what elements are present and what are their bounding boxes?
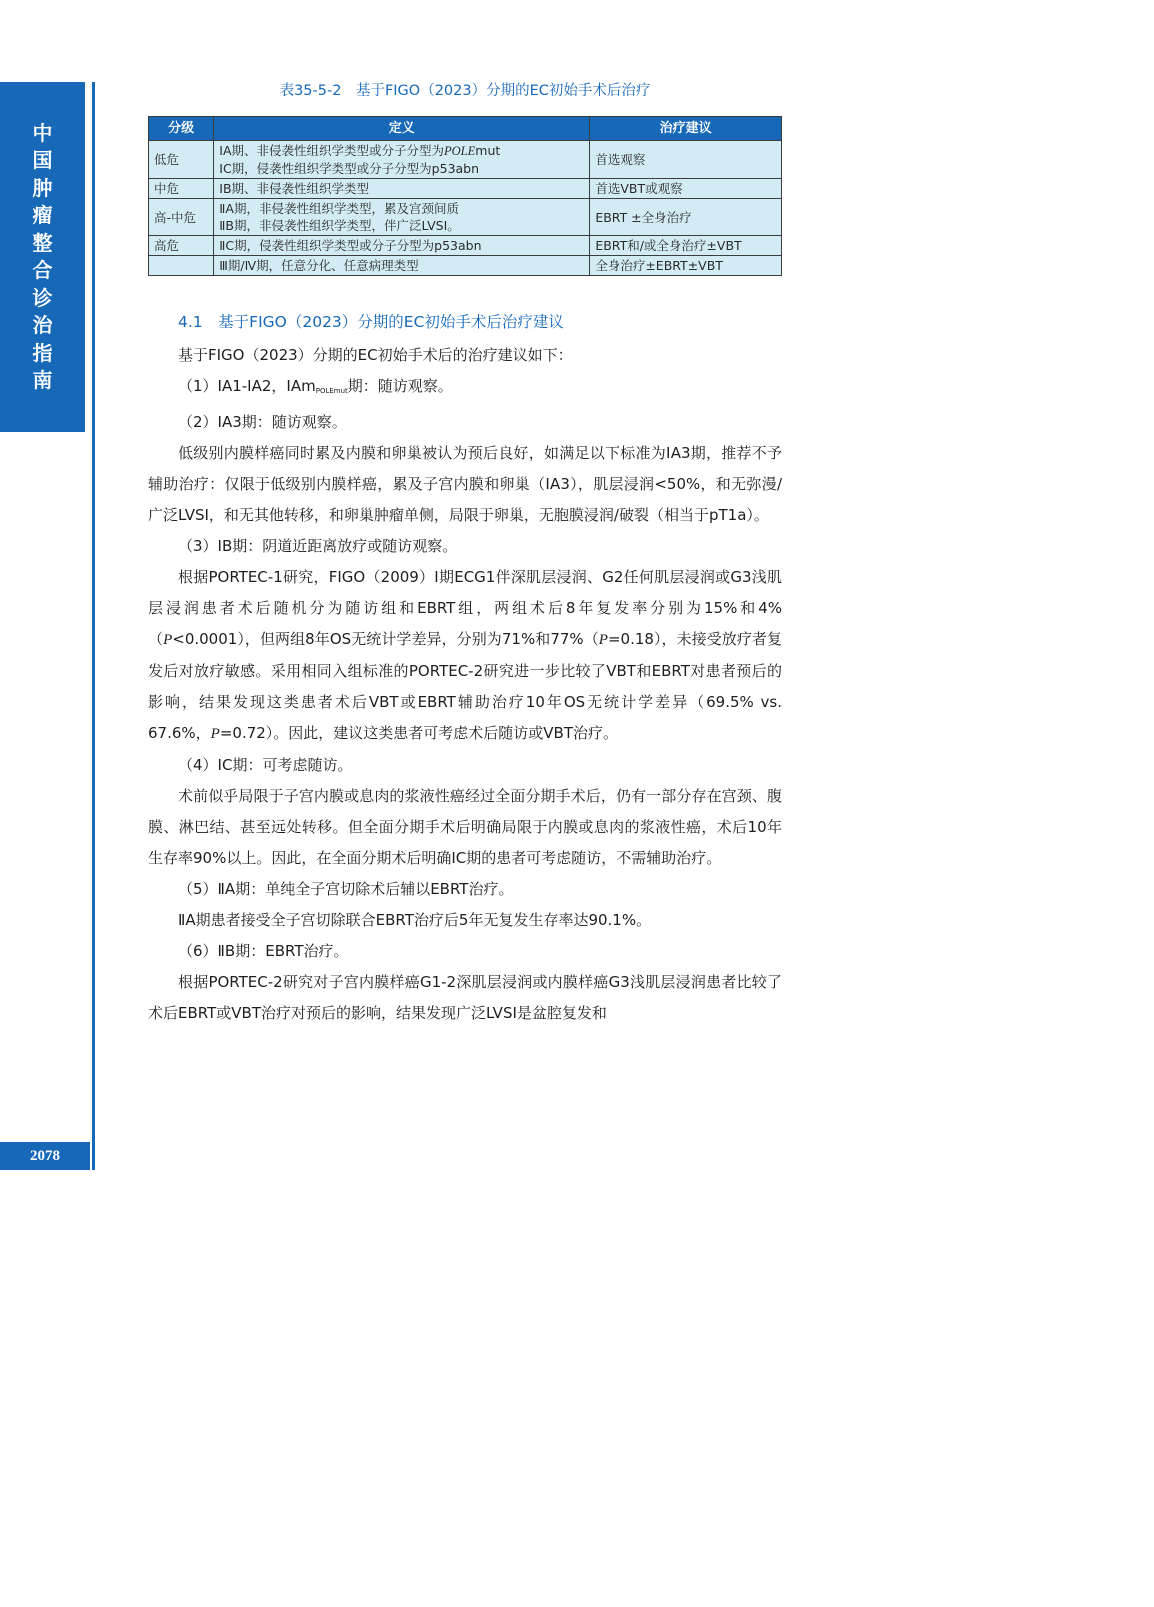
- cell-grade: [149, 256, 214, 276]
- paragraph: （2）ⅠA3期：随访观察。: [178, 413, 347, 431]
- book-title-char: 瘤: [32, 203, 53, 227]
- cell-definition: [214, 199, 590, 236]
- cell-recommendation: 全身治疗±EBRT±VBT: [590, 256, 782, 276]
- paragraph: ⅡA期患者接受全子宫切除联合EBRT治疗后5年无复发生存率达90.1%。: [178, 911, 652, 929]
- cell-recommendation: EBRT和/或全身治疗±VBT: [590, 236, 782, 256]
- book-title-char: 治: [32, 313, 53, 337]
- paragraph: 基于FIGO（2023）分期的EC初始手术后的治疗建议如下：: [178, 346, 573, 364]
- table-row: [149, 236, 782, 256]
- book-title-char: 中: [32, 120, 53, 145]
- paragraph: （5）ⅡA期：单纯全子宫切除术后辅以EBRT治疗。: [178, 880, 514, 898]
- definition-line: ⅠC期，侵袭性组织学类型或分子分型为p53abn: [219, 161, 480, 176]
- book-title-char: 指: [32, 340, 53, 365]
- cell-grade: 中危: [149, 179, 214, 199]
- cell-grade: 高-中危: [149, 199, 214, 236]
- paragraph: （1）ⅠA1-ⅠA2，$ⅠAm_{POLEmut}$期：随访观察。: [178, 377, 453, 395]
- margin-rule: [92, 82, 95, 1170]
- cell-definition: [214, 141, 590, 179]
- paragraph: 根据PORTEC-2研究对子宫内膜样癌G1-2深肌层浸润或内膜样癌G3浅肌层浸润患者比较了术后EBRT或VBT治疗对预后的影响，结果发现广泛LVSI是盆腔复发和: [148, 973, 782, 1022]
- cell-definition: ⅡC期，侵袭性组织学类型或分子分型为p53abn: [214, 236, 590, 256]
- paragraph: （6）ⅡB期：EBRT治疗。: [178, 942, 349, 960]
- table-caption: 表35-5-2 基于FIGO（2023）分期的EC初始手术后治疗: [279, 83, 651, 99]
- paragraph: 低级别内膜样癌同时累及内膜和卵巢被认为预后良好，如满足以下标准为ⅠA3期，推荐不予辅助治疗：仅限于低级别内膜样癌，累及子宫内膜和卵巢（ⅠA3），肌层浸润<50%，和无弥漫/广泛LVSI，和无其他转移，和卵巢肿瘤单侧，局限于卵巢，无胞膜浸润/破裂（相当于pT1a）。: [148, 444, 782, 524]
- book-title-char: 诊: [32, 285, 53, 310]
- header-grade: 分级: [149, 117, 214, 141]
- table-row: [149, 199, 782, 236]
- definition-line: ⅡB期，非侵袭性组织学类型，伴广泛LVSI。: [219, 218, 460, 233]
- header-definition: 定义: [214, 117, 590, 141]
- cell-recommendation: EBRT ±全身治疗: [590, 199, 782, 236]
- cell-definition: ⅠB期、非侵袭性组织学类型: [214, 179, 590, 199]
- table-row: [149, 141, 782, 179]
- book-title-tab: [0, 82, 85, 432]
- header-recommendation: 治疗建议: [590, 117, 782, 141]
- paragraph: （3）ⅠB期：阴道近距离放疗或随访观察。: [178, 537, 458, 555]
- book-title-char: 整: [32, 230, 53, 255]
- book-title-char: 国: [32, 148, 53, 172]
- cell-recommendation: 首选观察: [590, 141, 782, 179]
- book-title-char: 合: [32, 258, 53, 282]
- definition-line: ⅡA期，非侵袭性组织学类型，累及宫颈间质: [219, 201, 459, 216]
- cell-grade: 高危: [149, 236, 214, 256]
- table-row: [149, 256, 782, 276]
- cell-grade: 低危: [149, 141, 214, 179]
- page-number: 2078: [0, 1142, 90, 1170]
- definition-line: ⅠA期、非侵袭性组织学类型或分子分型为POLEmut: [219, 143, 501, 158]
- paragraph: （4）ⅠC期：可考虑随访。: [178, 756, 353, 774]
- body-text: [148, 340, 782, 1029]
- table-row: [149, 179, 782, 199]
- treatment-table: [148, 116, 782, 276]
- book-title-char: 肿: [32, 175, 53, 200]
- cell-definition: Ⅲ期/Ⅳ期，任意分化、任意病理类型: [214, 256, 590, 276]
- cell-recommendation: 首选VBT或观察: [590, 179, 782, 199]
- book-title-char: 南: [32, 368, 53, 392]
- section-heading: 4.1 基于FIGO（2023）分期的EC初始手术后治疗建议: [178, 313, 564, 331]
- paragraph: 根据PORTEC-1研究，FIGO（2009）Ⅰ期ECG1伴深肌层浸润、G2任何肌层浸润或G3浅肌层浸润患者术后随机分为随访组和EBRT组，两组术后8年复发率分别为15%和4%（P<0.0001），但两组8年OS无统计学差异，分别为71%和77%（P=0.18），未接受放疗者复发后对放疗敏感。采用相同入组标准的PORTEC-2研究进一步比较了VBT和EBRT对患者预后的影响，结果发现这类患者术后VBT或EBRT辅助治疗10年OS无统计学差异（69.5% vs. 67.6%，P=0.72）。因此，建议这类患者可考虑术后随访或VBT治疗。: [148, 568, 782, 742]
- paragraph: 术前似乎局限于子宫内膜或息肉的浆液性癌经过全面分期手术后，仍有一部分存在宫颈、腹膜、淋巴结、甚至远处转移。但全面分期手术后明确局限于内膜或息肉的浆液性癌，术后10年生存率90%以上。因此，在全面分期术后明确ⅠC期的患者可考虑随访，不需辅助治疗。: [148, 787, 782, 867]
- table-header-row: [149, 117, 782, 141]
